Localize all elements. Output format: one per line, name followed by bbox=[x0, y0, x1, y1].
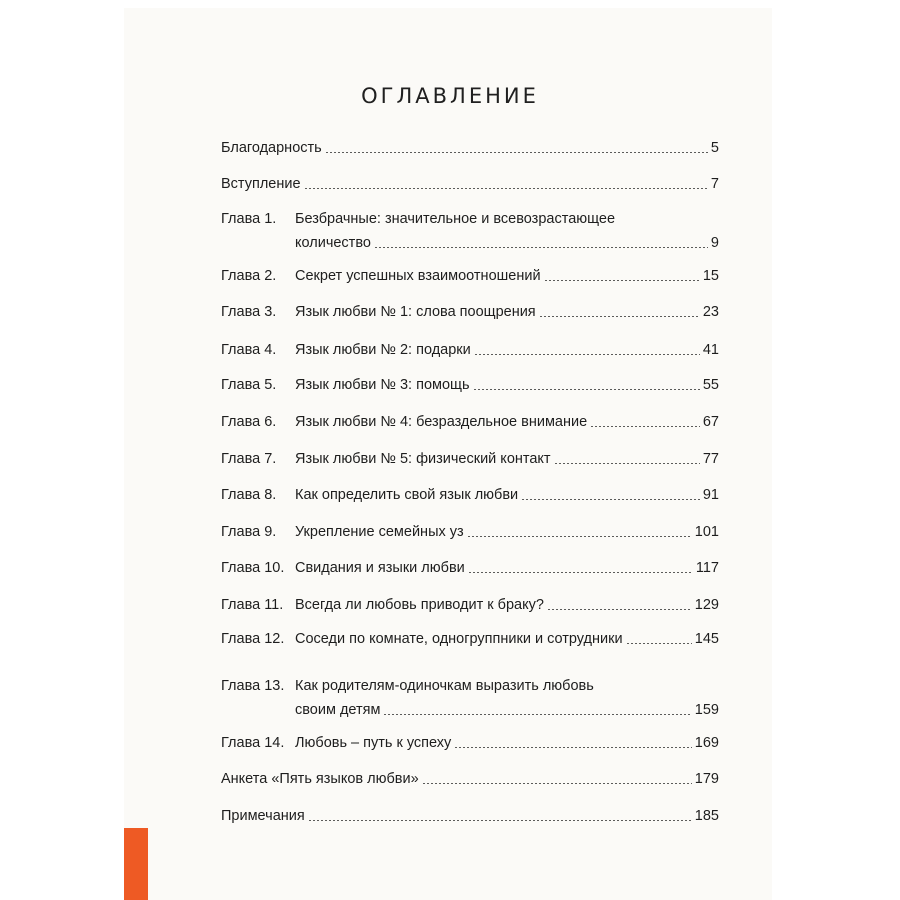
entry-title: Секрет успешных взаимоотношений bbox=[295, 268, 541, 284]
chapter-number: Глава 1. bbox=[221, 211, 277, 227]
entry-title: Язык любви № 2: подарки bbox=[295, 342, 471, 358]
dot-leader bbox=[474, 354, 700, 355]
dot-leader bbox=[468, 572, 693, 573]
entry-title: Вступление bbox=[221, 176, 301, 192]
chapter-number: Глава 6. bbox=[221, 414, 277, 430]
dot-leader bbox=[325, 152, 708, 153]
toc-entry[interactable] bbox=[221, 174, 719, 194]
toc-entry[interactable] bbox=[221, 595, 719, 615]
chapter-number: Глава 10. bbox=[221, 560, 285, 576]
dot-leader bbox=[521, 499, 700, 500]
chapter-number: Глава 7. bbox=[221, 451, 277, 467]
chapter-number: Глава 12. bbox=[221, 631, 285, 647]
entry-title: Всегда ли любовь приводит к браку? bbox=[295, 597, 544, 613]
entry-title: Как определить свой язык любви bbox=[295, 487, 519, 503]
entry-title: Язык любви № 5: физический контакт bbox=[295, 451, 551, 467]
toc-entry[interactable] bbox=[221, 769, 719, 789]
entry-title: Примечания bbox=[221, 808, 305, 824]
page-number: 7 bbox=[710, 176, 719, 192]
entry-title: Язык любви № 3: помощь bbox=[295, 377, 470, 393]
chapter-number: Глава 9. bbox=[221, 524, 277, 540]
entry-title-continued: количество bbox=[295, 235, 371, 251]
chapter-number: Глава 13. bbox=[221, 678, 285, 694]
page-number: 179 bbox=[694, 771, 719, 787]
page-number: 67 bbox=[702, 414, 719, 430]
page-number: 169 bbox=[694, 735, 719, 751]
chapter-number: Глава 11. bbox=[221, 597, 284, 613]
entry-title: Любовь – путь к успеху bbox=[295, 735, 452, 751]
entry-title: Безбрачные: значительное и всевозрастающее bbox=[295, 211, 616, 227]
page-number: 77 bbox=[702, 451, 719, 467]
page-number: 15 bbox=[702, 268, 719, 284]
entry-title: Анкета «Пять языков любви» bbox=[221, 771, 419, 787]
entry-title: Укрепление семейных уз bbox=[295, 524, 464, 540]
dot-leader bbox=[383, 714, 691, 715]
page-number: 41 bbox=[702, 342, 719, 358]
book-spine-accent bbox=[124, 828, 148, 900]
page-number: 55 bbox=[702, 377, 719, 393]
page-number: 9 bbox=[710, 235, 719, 251]
entry-title: Благодарность bbox=[221, 140, 322, 156]
chapter-number: Глава 3. bbox=[221, 304, 277, 320]
dot-leader bbox=[304, 188, 708, 189]
dot-leader bbox=[539, 316, 700, 317]
chapter-number: Глава 5. bbox=[221, 377, 277, 393]
dot-leader bbox=[554, 463, 700, 464]
toc-entry[interactable] bbox=[221, 806, 719, 826]
entry-title-continued: своим детям bbox=[295, 702, 381, 718]
toc-entry[interactable] bbox=[221, 302, 719, 322]
dot-leader bbox=[454, 747, 692, 748]
page-number: 117 bbox=[695, 560, 719, 576]
toc-entry[interactable] bbox=[221, 209, 719, 253]
chapter-number: Глава 14. bbox=[221, 735, 285, 751]
toc-entry[interactable] bbox=[221, 558, 719, 578]
entry-title: Соседи по комнате, одногруппники и сотрудники bbox=[295, 631, 623, 647]
dot-leader bbox=[590, 426, 700, 427]
toc-entry[interactable] bbox=[221, 733, 719, 753]
page-number: 23 bbox=[702, 304, 719, 320]
dot-leader bbox=[422, 783, 692, 784]
chapter-number: Глава 2. bbox=[221, 268, 277, 284]
toc-entry[interactable] bbox=[221, 412, 719, 432]
toc-entry[interactable] bbox=[221, 375, 719, 395]
dot-leader bbox=[626, 643, 692, 644]
page-number: 185 bbox=[694, 808, 719, 824]
page-number: 5 bbox=[710, 140, 719, 156]
toc-entry[interactable] bbox=[221, 266, 719, 286]
toc-entry[interactable] bbox=[221, 522, 719, 542]
page-number: 145 bbox=[694, 631, 719, 647]
dot-leader bbox=[547, 609, 692, 610]
dot-leader bbox=[544, 280, 700, 281]
chapter-number: Глава 4. bbox=[221, 342, 277, 358]
toc-entry[interactable] bbox=[221, 485, 719, 505]
dot-leader bbox=[308, 820, 692, 821]
entry-title: Язык любви № 4: безраздельное внимание bbox=[295, 414, 588, 430]
page-number: 91 bbox=[702, 487, 719, 503]
toc-entry[interactable] bbox=[221, 676, 719, 720]
entry-title: Язык любви № 1: слова поощрения bbox=[295, 304, 536, 320]
dot-leader bbox=[374, 247, 708, 248]
entry-title: Как родителям-одиночкам выразить любовь bbox=[295, 678, 594, 694]
page-number: 101 bbox=[694, 524, 719, 540]
dot-leader bbox=[473, 389, 700, 390]
toc-entry[interactable] bbox=[221, 449, 719, 469]
toc-entry[interactable] bbox=[221, 340, 719, 360]
page-title: ОГЛАВЛЕНИЕ bbox=[361, 84, 539, 108]
page-number: 129 bbox=[694, 597, 719, 613]
chapter-number: Глава 8. bbox=[221, 487, 277, 503]
toc-entry[interactable] bbox=[221, 629, 719, 649]
toc-entry[interactable] bbox=[221, 138, 719, 158]
entry-title: Свидания и языки любви bbox=[295, 560, 465, 576]
page-number: 159 bbox=[694, 702, 719, 718]
dot-leader bbox=[467, 536, 692, 537]
